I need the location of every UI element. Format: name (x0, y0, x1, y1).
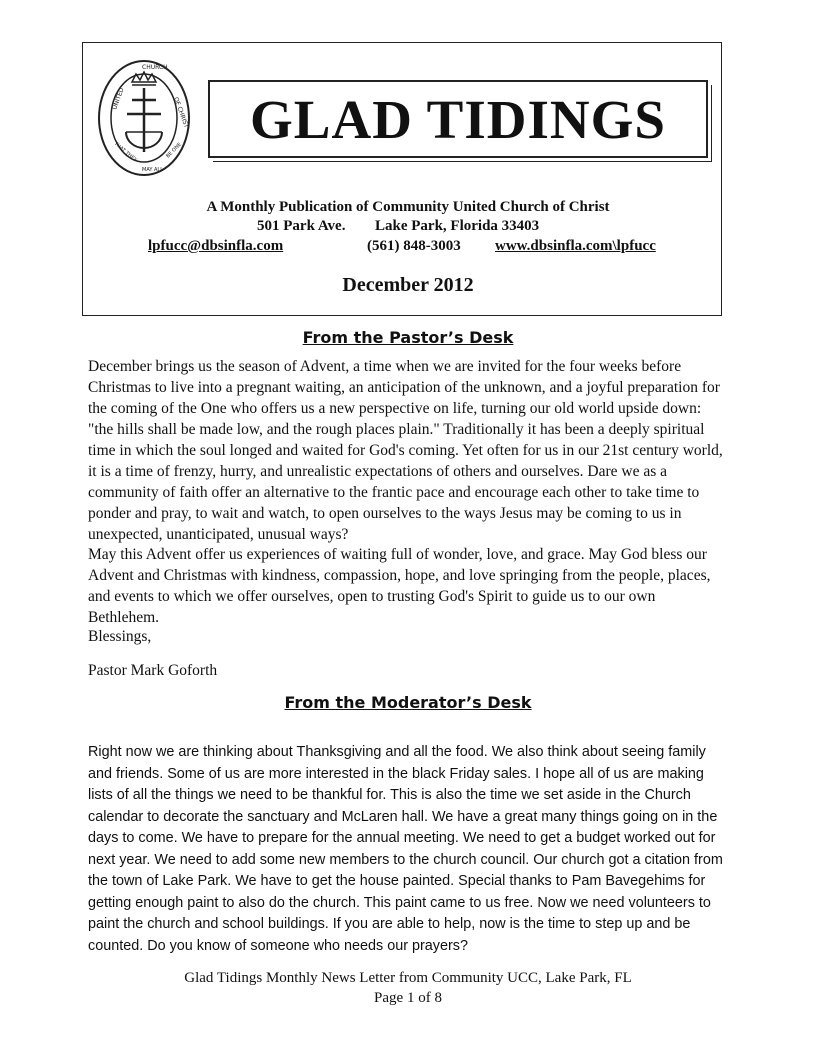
contact-row (0, 238, 816, 258)
address-city: Lake Park, Florida 33403 (375, 218, 540, 234)
website-link[interactable]: www.dbsinfla.com\lpfucc (495, 238, 656, 254)
svg-text:UNITED: UNITED (111, 86, 126, 111)
address-row (0, 218, 816, 238)
svg-text:MAY ALL: MAY ALL (142, 167, 163, 173)
svg-text:BE ONE: BE ONE (165, 141, 183, 160)
moderator-paragraph: Right now we are thinking about Thanksgiving and all the food. We also think about seeing family and friends. Some of us are more interested in the black Friday sales. I hope all of us are making lists of all the things we need to be thankful for. This is also the time we set aside in the Church calendar to decorate the sanctuary and McLaren hall. We have a great many things going on in the days to come. We have to prepare for the annual meeting. We need to get a budget worked out for next year. We need to add some new members to the church council. Our church got a citation from the town of Lake Park. We have to get the house painted. Special thanks to Pam Bavegehims for getting enough paint to also do the church. This paint came to us free. Now we need volunteers to paint the church and school buildings. If you are able to help, now is the time to step up and be counted. Do you know of someone who needs our prayers? (88, 744, 723, 954)
publication-line: A Monthly Publication of Community United Church of Christ (206, 199, 610, 215)
footer-line: Glad Tidings Monthly News Letter from Community UCC, Lake Park, FL (184, 970, 632, 986)
pastor-closing: Blessings, (88, 628, 152, 645)
pastor-heading: From the Pastor’s Desk (302, 328, 514, 347)
svg-text:THAT THEY: THAT THEY (112, 140, 138, 164)
pastor-paragraph-2: May this Advent offer us experiences of waiting full of wonder, love, and grace. May God bless our Advent and Christmas with kindness, compassion, hope, and love springing from the people, places, and events to which we offer ourselves, open to trusting God's Spirit to guide us to our own Bethlehem. (88, 546, 711, 626)
page-number: Page 1 of 8 (374, 990, 442, 1006)
ucc-logo-icon (96, 58, 192, 178)
svg-text:OF CHRIST: OF CHRIST (172, 96, 190, 129)
phone-number: (561) 848-3003 (367, 238, 461, 254)
svg-text:CHURCH: CHURCH (142, 64, 168, 71)
email-link[interactable]: lpfucc@dbsinfla.com (148, 238, 284, 254)
title-frame (208, 80, 708, 158)
issue-date: December 2012 (342, 274, 474, 296)
pastor-signature: Pastor Mark Goforth (88, 662, 218, 679)
newsletter-title: GLAD TIDINGS (250, 89, 666, 150)
address-street: 501 Park Ave. (257, 218, 346, 234)
moderator-heading: From the Moderator’s Desk (284, 693, 532, 712)
pastor-paragraph-1: December brings us the season of Advent, a time when we are invited for the four weeks before Christmas to live into a pregnant waiting, an anticipation of the unknown, and a joyful preparation for the coming of the One who offers us a new perspective on life, turning our old world upside down: "the hills shall be made low, and the rough places plain." Traditionally it has been a deeply spiritual time in which the soul longed and waited for God's coming. Yet often for us in our 21st century world, it is a time of frenzy, hurry, and unrealistic expectations of others and ourselves. Dare we as a community of faith offer an alternative to the frantic pace and encourage each other to take time to ponder and pray, to wait and watch, to open ourselves to the ways Jesus may be coming to us in unexpected, unanticipated, unusual ways? (88, 358, 723, 543)
